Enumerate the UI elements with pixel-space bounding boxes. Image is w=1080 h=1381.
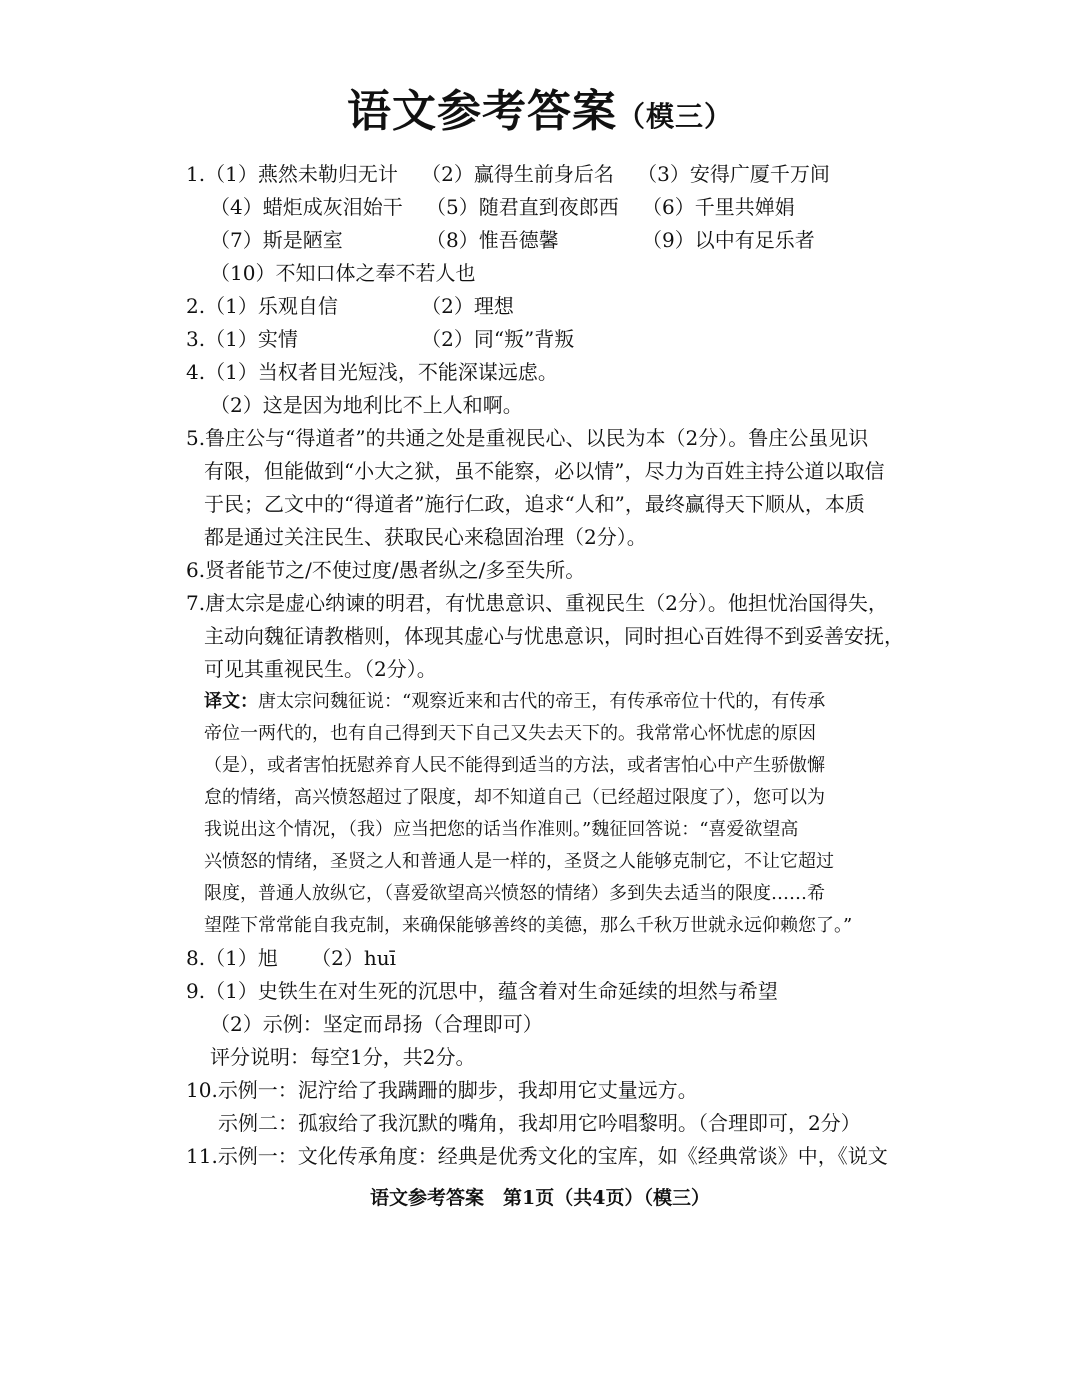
translation-line: 帝位一两代的，也有自己得到天下自己又失去天下的。我常常心怀忧虑的原因 bbox=[204, 723, 816, 744]
answer-text: 示例一：文化传承角度：经典是优秀文化的宝库，如《经典常谈》中，《说文 bbox=[217, 1144, 888, 1168]
translation-line: 我说出这个情况，（我）应当把您的话当作准则。”魏征回答说：“喜爱欲望高 bbox=[204, 819, 799, 840]
answer-line: 都是通过关注民生、获取民心来稳固治理（2分）。 bbox=[204, 525, 647, 549]
answer-item: （9）以中有足乐者 bbox=[642, 228, 815, 252]
answer-line: 于民；乙文中的“得道者”施行仁政，追求“人和”，最终赢得天下顺从，本质 bbox=[204, 492, 865, 516]
answer-line bbox=[186, 1140, 906, 1173]
answer-item: （4）蜡炬成灰泪始干 bbox=[210, 195, 403, 219]
answer-item: （2）赢得生前身后名 bbox=[421, 162, 614, 186]
answer-line bbox=[186, 422, 906, 455]
answer-item: （1）乐观自信 bbox=[205, 294, 338, 318]
answer-line: 可见其重视民生。（2分）。 bbox=[204, 657, 437, 681]
translation-line: 怠的情绪，高兴愤怒超过了限度，却不知道自己（已经超过限度了），您可以为 bbox=[204, 787, 825, 808]
answer-line bbox=[186, 323, 906, 356]
answer-text: 贤者能节之/不使过度/愚者纵之/多至失所。 bbox=[205, 558, 586, 582]
page-title-main: 语文参考答案 bbox=[346, 86, 617, 137]
question-number: 5. bbox=[186, 426, 206, 450]
answer-text: （1）史铁生在对生死的沉思中，蕴含着对生命延续的坦然与希望 bbox=[205, 979, 778, 1003]
answer-text: 唐太宗是虚心纳谏的明君，有忧患意识、重视民生（2分）。他担忧治国得失， bbox=[205, 591, 888, 615]
answer-item: （7）斯是陋室 bbox=[210, 228, 343, 252]
answer-line: （2）这是因为地利比不上人和啊。 bbox=[210, 393, 523, 417]
question-number: 8. bbox=[186, 946, 206, 970]
answer-line bbox=[186, 224, 906, 257]
question-number: 2. bbox=[186, 294, 206, 318]
question-number: 9. bbox=[186, 979, 206, 1003]
question-number: 4. bbox=[186, 360, 206, 384]
answer-line bbox=[186, 975, 906, 1008]
question-number: 10. bbox=[186, 1078, 218, 1102]
translation-line: 限度，普通人放纵它，（喜爱欲望高兴愤怒的情绪）多到失去适当的限度……希 bbox=[204, 883, 825, 904]
answer-line: 有限，但能做到“小大之狱，虽不能察，必以情”，尽力为百姓主持公道以取信 bbox=[204, 459, 885, 483]
page-title-suffix: （模三） bbox=[616, 100, 733, 133]
question-number: 1. bbox=[186, 162, 206, 186]
answer-body bbox=[186, 158, 906, 1173]
translation-line: 望陛下常常能自我克制，来确保能够善终的美德，那么千秋万世就永远仰赖您了。” bbox=[204, 915, 853, 936]
answer-line bbox=[186, 290, 906, 323]
answer-item: （8）惟吾德馨 bbox=[426, 228, 559, 252]
answer-item: （2）理想 bbox=[421, 294, 514, 318]
question-number: 7. bbox=[186, 591, 206, 615]
answer-item: （1）实情 bbox=[205, 327, 298, 351]
answer-line: 评分说明：每空1分，共2分。 bbox=[210, 1045, 476, 1069]
answer-item: （3）安得广厦千万间 bbox=[637, 162, 830, 186]
answer-line: 主动向魏征请教楷则，体现其虚心与忧患意识，同时担心百姓得不到妥善安抚， bbox=[204, 624, 904, 648]
answer-line: （2）示例：坚定而昂扬（合理即可） bbox=[210, 1012, 543, 1036]
translation-line bbox=[186, 686, 906, 718]
page-title bbox=[0, 82, 1080, 147]
answer-item: （1）旭 bbox=[205, 946, 278, 970]
answer-line bbox=[186, 191, 906, 224]
translation-line: 兴愤怒的情绪，圣贤之人和普通人是一样的，圣贤之人能够克制它，不让它超过 bbox=[204, 851, 834, 872]
answer-line bbox=[186, 158, 906, 191]
answer-item: （5）随君直到夜郎西 bbox=[426, 195, 619, 219]
translation-text: 唐太宗问魏征说：“观察近来和古代的帝王，有传承帝位十代的，有传承 bbox=[258, 691, 826, 712]
answer-line bbox=[186, 554, 906, 587]
question-number: 3. bbox=[186, 327, 206, 351]
answer-text: （1）当权者目光短浅，不能深谋远虑。 bbox=[205, 360, 558, 384]
question-number: 11. bbox=[186, 1144, 218, 1168]
answer-item: （1）燕然未勒归无计 bbox=[205, 162, 398, 186]
page-footer: 语文参考答案 第1页（共4页）（模三） bbox=[370, 1187, 710, 1209]
answer-line: 示例二：孤寂给了我沉默的嘴角，我却用它吟唱黎明。（合理即可，2分） bbox=[218, 1111, 861, 1135]
answer-text: 示例一：泥泞给了我蹒跚的脚步，我却用它丈量远方。 bbox=[217, 1078, 698, 1102]
answer-text: 鲁庄公与“得道者”的共通之处是重视民心、以民为本（2分）。鲁庄公虽见识 bbox=[205, 426, 869, 450]
answer-line bbox=[186, 1074, 906, 1107]
translation-line: （是），或者害怕抚慰养育人民不能得到适当的方法，或者害怕心中产生骄傲懈 bbox=[204, 755, 825, 776]
answer-line bbox=[186, 942, 906, 975]
answer-item: （6）千里共婵娟 bbox=[642, 195, 795, 219]
translation-label: 译文： bbox=[204, 691, 258, 712]
answer-line: （10）不知口体之奉不若人也 bbox=[210, 261, 476, 285]
answer-item: （2）huī bbox=[311, 946, 396, 970]
answer-item: （2）同“叛”背叛 bbox=[421, 327, 575, 351]
answer-line bbox=[186, 587, 906, 620]
question-number: 6. bbox=[186, 558, 206, 582]
answer-line bbox=[186, 356, 906, 389]
